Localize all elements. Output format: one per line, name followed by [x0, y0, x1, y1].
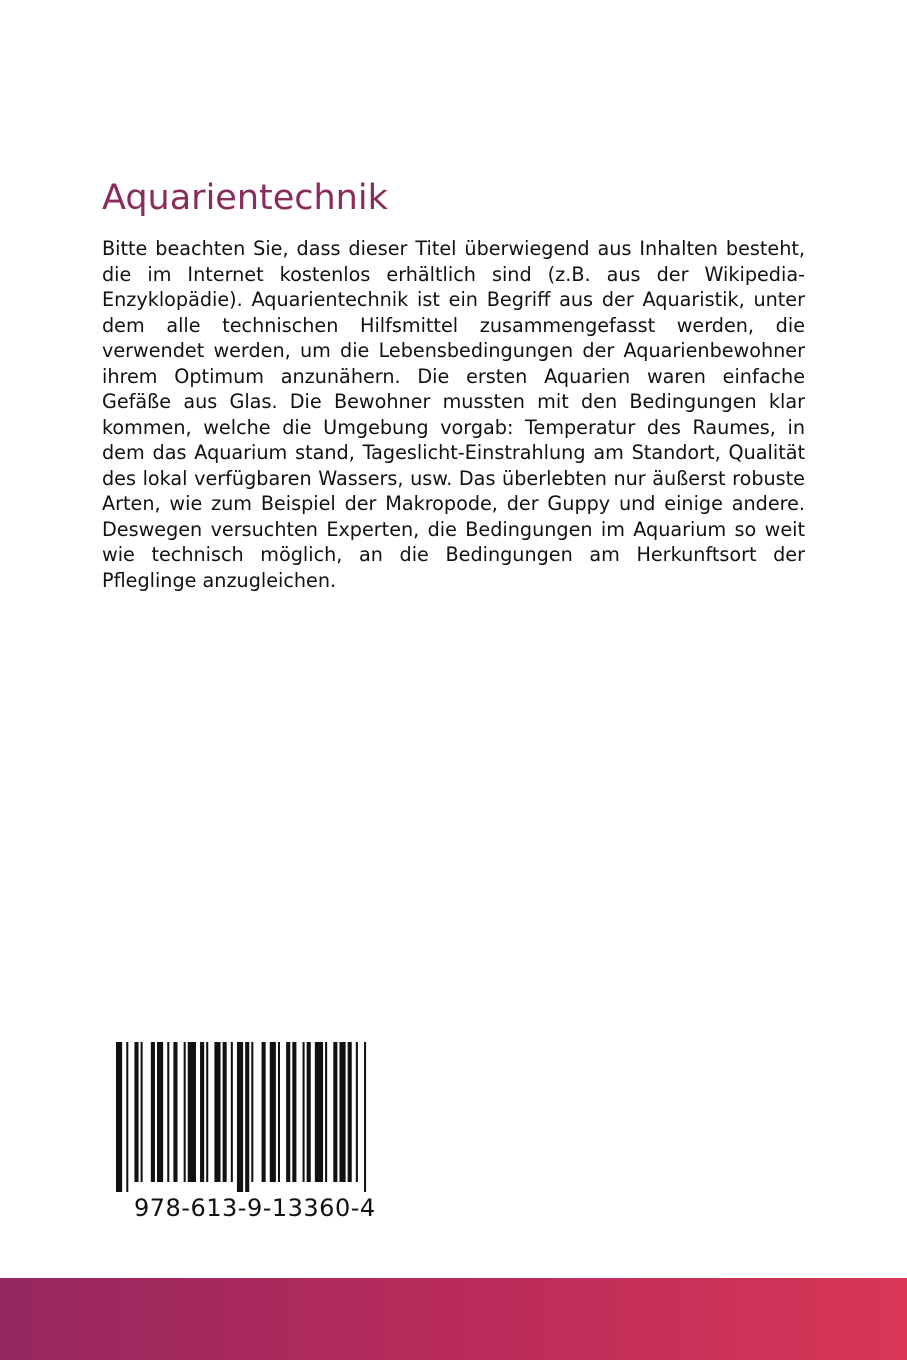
- barcode-bar: [173, 1042, 177, 1182]
- barcode-bar: [167, 1042, 169, 1182]
- barcode-bar: [126, 1042, 128, 1192]
- barcode-bar: [151, 1042, 155, 1182]
- barcode-bar: [184, 1042, 186, 1182]
- barcode-bar: [188, 1042, 196, 1182]
- barcode-bar: [206, 1042, 208, 1182]
- barcode-bar: [303, 1042, 305, 1182]
- barcode-bar: [348, 1042, 352, 1182]
- barcode-bar: [214, 1042, 220, 1182]
- footer-color-band: [0, 1278, 907, 1360]
- barcode-bar: [231, 1042, 233, 1182]
- barcode-bar: [339, 1042, 345, 1182]
- barcode-bar: [223, 1042, 227, 1182]
- book-description: Bitte beachten Sie, dass dieser Titel überwiegend aus Inhalten besteht, die im Internet kostenlos erhältlich sind (z.B. aus der Wikipedia-Enzyklopädie). Aquarientechnik ist ein Begriff aus der Aquaristik, unter dem alle technischen Hilfsmittel zusammengefasst werden, die verwendet werden, um die Lebensbedingungen der Aquarienbewohner ihrem Optimum anzunähern. Die ersten Aquarien waren einfache Gefäße aus Glas. Die Bewohner mussten mit den Bedingungen klar kommen, welche die Umgebung vorgab: Temperatur des Raumes, in dem das Aquarium stand, Tageslicht-Einstrahlung am Standort, Qualität des lokal verfügbaren Wassers, usw. Das überlebten nur äußerst robuste Arten, wie zum Beispiel der Makropode, der Guppy und einige andere. Deswegen versuchten Experten, die Bedingungen im Aquarium so weit wie technisch möglich, an die Bedingungen am Herkunftsort der Pfleglinge anzugleichen.: [102, 237, 805, 592]
- barcode-bar: [278, 1042, 280, 1182]
- barcode-bar: [356, 1042, 358, 1182]
- isbn-number: 978-613-9-13360-4: [134, 1194, 376, 1222]
- barcode-bar: [286, 1042, 290, 1182]
- barcode-bar: [325, 1042, 327, 1182]
- barcode-bar: [333, 1042, 337, 1182]
- barcode-bar: [245, 1042, 249, 1192]
- barcode-bar: [157, 1042, 163, 1182]
- barcode-bar: [200, 1042, 204, 1182]
- barcode-bar: [315, 1042, 323, 1182]
- barcode-bar: [237, 1042, 243, 1192]
- barcode-bar: [307, 1042, 311, 1182]
- barcode-bar: [364, 1042, 366, 1192]
- barcode-bar: [251, 1042, 253, 1182]
- barcode-bar: [292, 1042, 296, 1182]
- barcode-bar: [116, 1042, 122, 1192]
- barcode-bar: [262, 1042, 266, 1182]
- barcode-bar: [270, 1042, 276, 1182]
- barcode-bar: [141, 1042, 143, 1182]
- book-title: Aquarientechnik: [102, 178, 388, 218]
- isbn-barcode: [100, 1030, 396, 1230]
- barcode-bars: [116, 1042, 382, 1192]
- barcode-bar: [134, 1042, 138, 1182]
